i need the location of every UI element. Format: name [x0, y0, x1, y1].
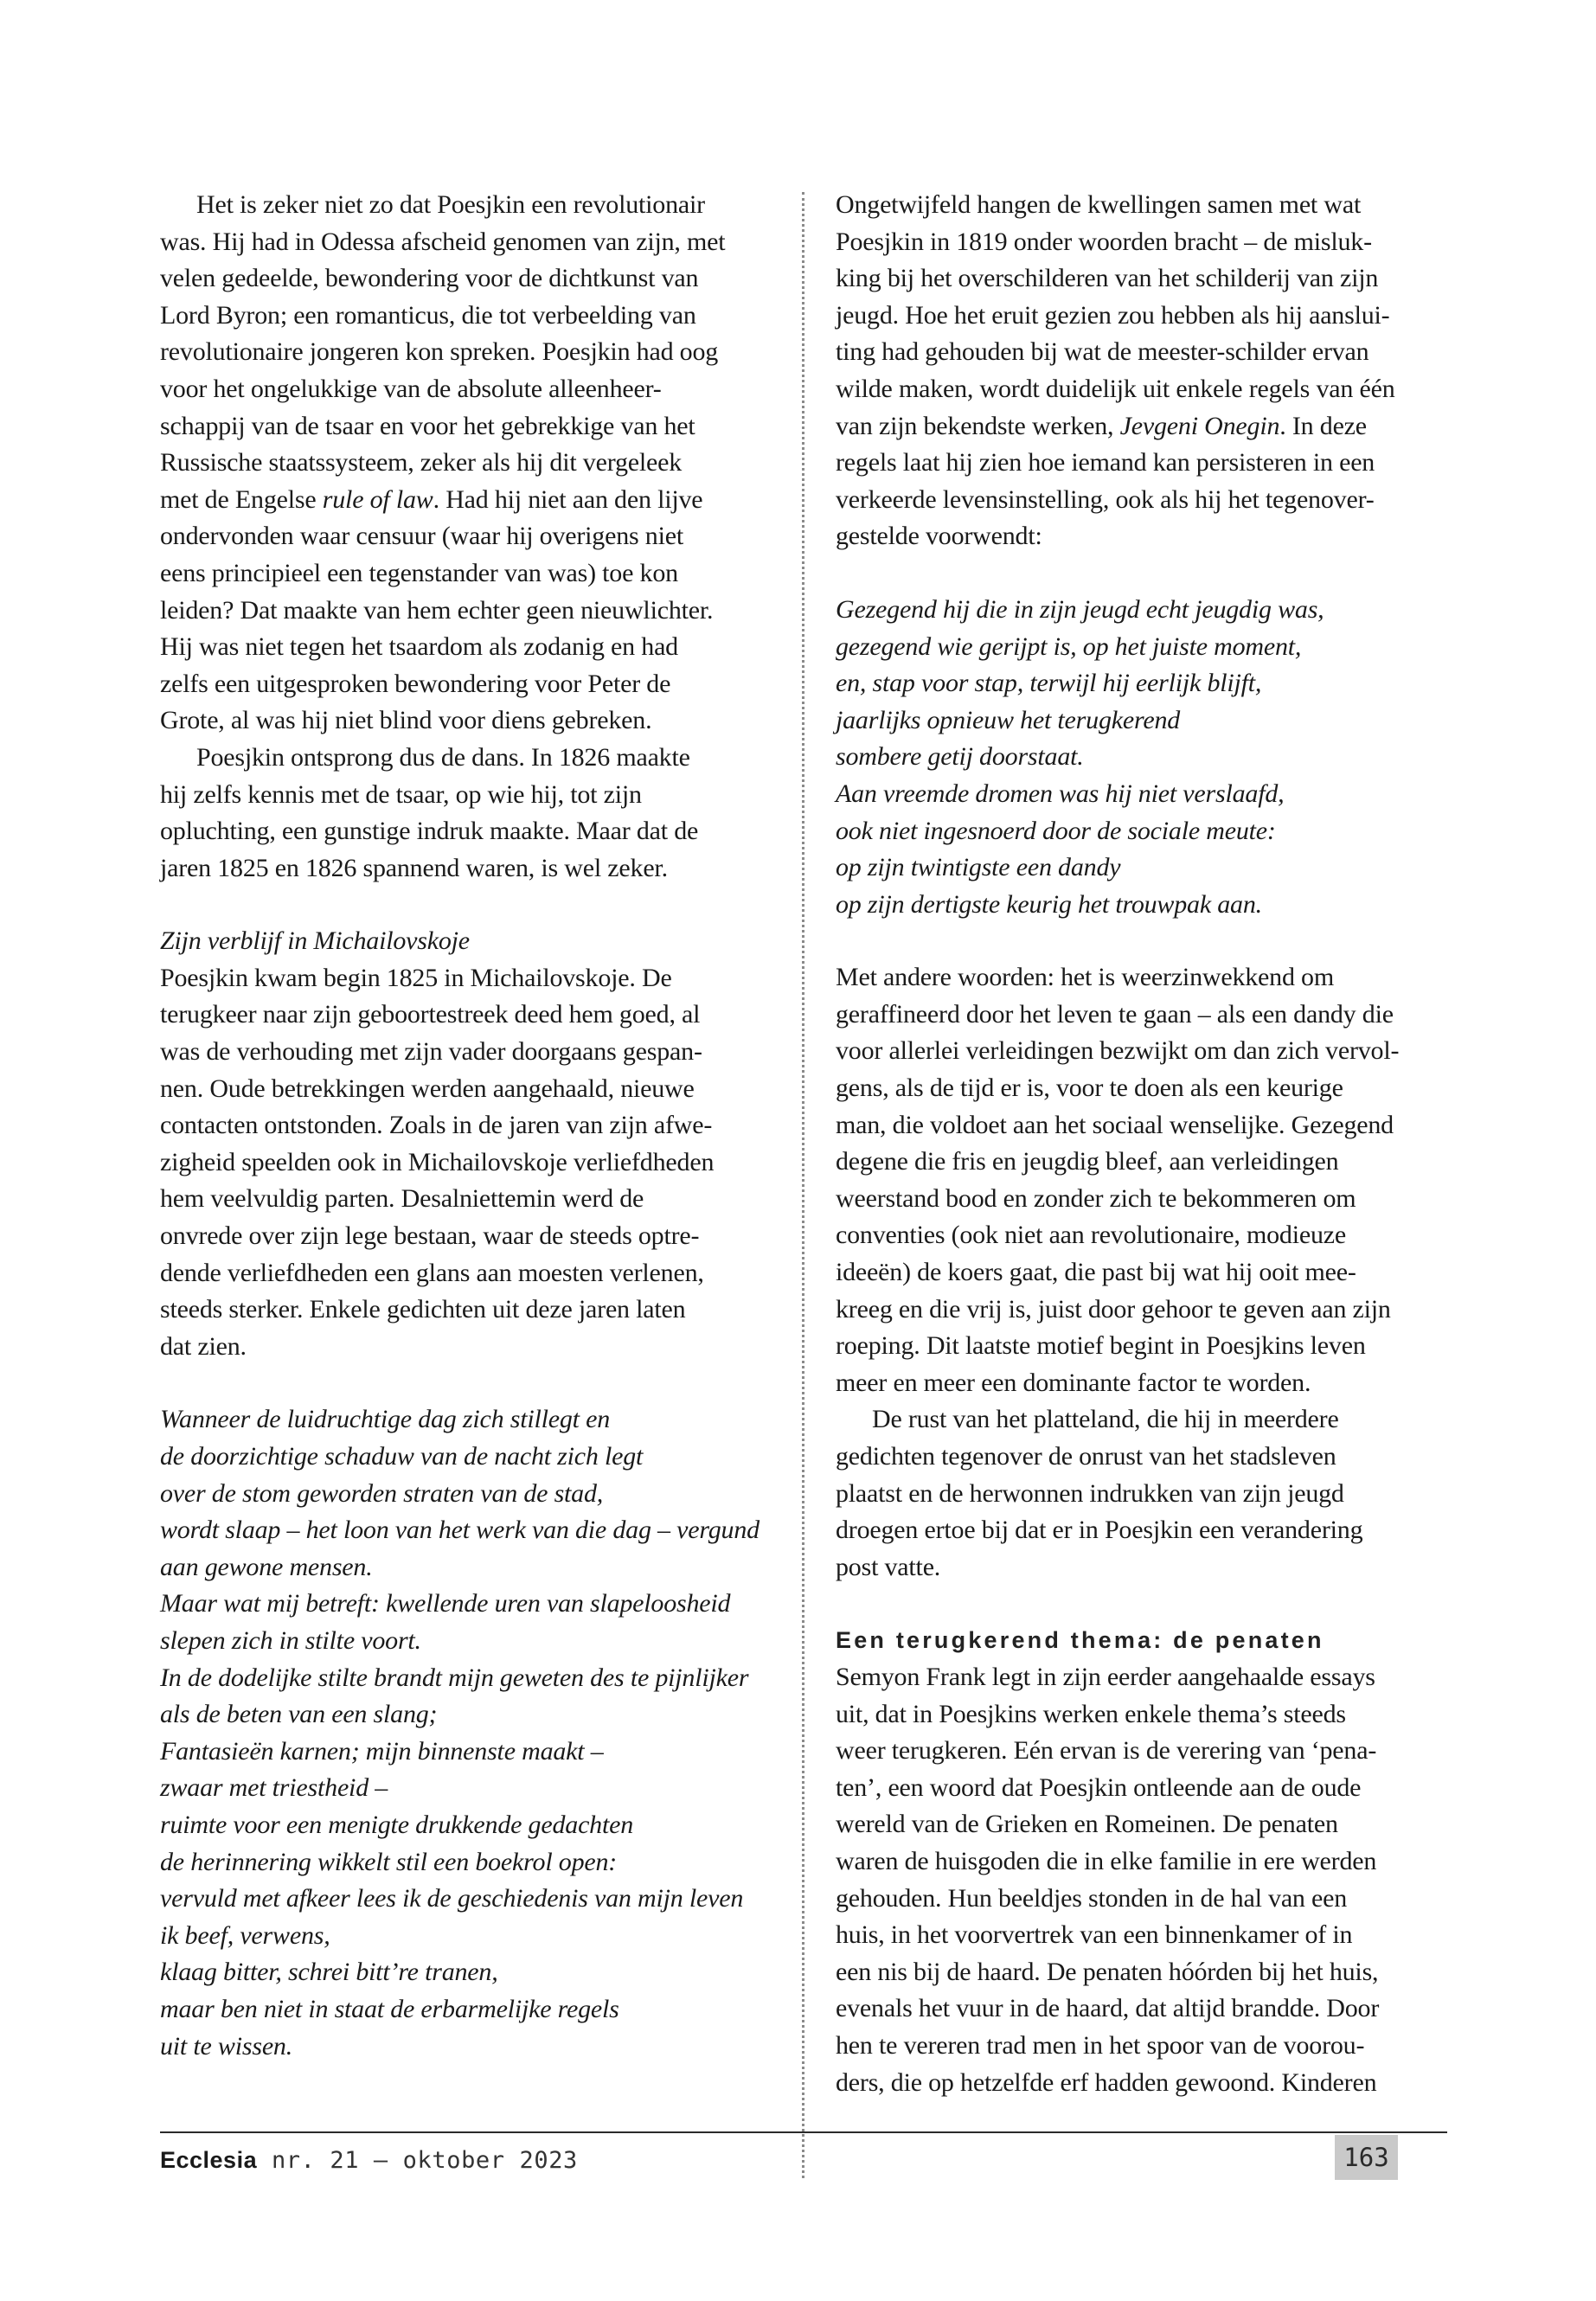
- text-line: Ongetwijfeld hangen de kwellingen samen met wat: [836, 190, 1362, 219]
- text-line: hem veelvuldig parten. Desalniettemin werd de: [160, 1184, 644, 1214]
- text-line: conventies (ook niet aan revolutionaire, modieuze: [836, 1221, 1346, 1250]
- left-paragraph-3: [160, 960, 770, 1366]
- right-paragraph-1: [836, 187, 1445, 555]
- text-line: Lord Byron; een romanticus, die tot verbeelding van: [160, 300, 696, 330]
- text-line: uit, dat in Poesjkins werken enkele thema’s steeds: [836, 1699, 1346, 1728]
- text-line: Het is zeker niet zo dat Poesjkin een revolutionair: [196, 190, 705, 219]
- poem-line: maar ben niet in staat de erbarmelijke regels: [160, 1994, 619, 2023]
- text-line: wilde maken, wordt duidelijk uit enkele regels van één: [836, 374, 1395, 403]
- spacer: [836, 1586, 1445, 1622]
- text-line: dende verliefdheden een glans aan moesten verlenen,: [160, 1258, 704, 1287]
- poem-line: op zijn twintigste een dandy: [836, 853, 1121, 882]
- poem-line: Gezegend hij die in zijn jeugd echt jeugdig was,: [836, 594, 1324, 624]
- text-line: huis, in het voorvertrek van een binnenkamer of in: [836, 1920, 1353, 1950]
- text-line: wereld van de Grieken en Romeinen. De penaten: [836, 1810, 1338, 1839]
- section-heading: Zijn verblijf in Michailovskoje: [160, 926, 470, 956]
- poem-line: vervuld met afkeer lees ik de geschiedenis van mijn leven: [160, 1884, 744, 1913]
- text-line: Met andere woorden: het is weerzinwekkend om: [836, 963, 1334, 992]
- text-line: contacten ontstonden. Zoals in de jaren van zijn afwe-: [160, 1111, 713, 1140]
- poem-line: gezegend wie gerijpt is, op het juiste moment,: [836, 631, 1302, 661]
- text-line: gestelde voorwendt:: [836, 522, 1042, 551]
- text-line: ders, die op hetzelfde erf hadden gewoond. Kinderen: [836, 2067, 1377, 2097]
- italic-term: rule of law: [322, 484, 433, 514]
- text-line: velen gedeelde, bewondering voor de dichtkunst van: [160, 264, 699, 293]
- text-line-with-italic: [836, 408, 1445, 445]
- text-line: Poesjkin ontsprong dus de dans. In 1826 maakte: [196, 742, 690, 772]
- text-line: dat zien.: [160, 1331, 247, 1361]
- text-line: meer en meer een dominante factor te worden.: [836, 1368, 1311, 1397]
- text-line: ondervonden waar censuur (waar hij overigens niet: [160, 522, 683, 551]
- text-segment: van zijn bekendste werken,: [836, 411, 1120, 440]
- text-line: leiden? Dat maakte van hem echter geen nieuwlichter.: [160, 595, 714, 625]
- text-line: waren de huisgoden die in elke familie in ere werden: [836, 1846, 1377, 1875]
- text-line: gens, als de tijd er is, voor te doen als een keurige: [836, 1074, 1343, 1103]
- right-paragraph-2: [836, 959, 1445, 1401]
- left-paragraph-2: [160, 740, 770, 887]
- poem-line: ook niet ingesnoerd door de sociale meute:: [836, 816, 1276, 845]
- text-line: zigheid speelden ook in Michailovskoje verliefdheden: [160, 1147, 715, 1176]
- text-line: weer terugkeren. Eén ervan is de verering van ‘pena-: [836, 1736, 1377, 1766]
- poem-line: klaag bitter, schrei bitt’re tranen,: [160, 1958, 498, 1987]
- text-line: ting had gehouden bij wat de meester-schilder ervan: [836, 337, 1369, 367]
- text-line: was de verhouding met zijn vader doorgaans gespan-: [160, 1037, 702, 1067]
- text-line: schappij van de tsaar en voor het gebrekkige van het: [160, 411, 695, 440]
- spacer: [160, 887, 770, 923]
- text-line: man, die voldoet aan het sociaal wenselijke. Gezegend: [836, 1110, 1394, 1139]
- text-line: voor allerlei verleidingen bezwijkt om dan zich vervol-: [836, 1036, 1400, 1066]
- poem-line: Fantasieën karnen; mijn binnenste maakt –: [160, 1736, 604, 1766]
- poem-line: uit te wissen.: [160, 2031, 293, 2061]
- text-line: Poesjkin in 1819 onder woorden bracht – de misluk-: [836, 227, 1372, 256]
- poem-line: de doorzichtige schaduw van de nacht zich legt: [160, 1442, 644, 1471]
- text-line: ideeën) de koers gaat, die past bij wat hij ooit mee-: [836, 1258, 1356, 1287]
- poem-line: slepen zich in stilte voort.: [160, 1625, 421, 1655]
- poem-line: de herinnering wikkelt stil een boekrol open:: [160, 1847, 618, 1876]
- text-line: ten’, een woord dat Poesjkin ontleende aan de oude: [836, 1772, 1362, 1802]
- text-line: gedichten tegenover de onrust van het stadsleven: [836, 1442, 1336, 1471]
- text-line: degene die fris en jeugdig bleef, aan verleidingen: [836, 1147, 1339, 1176]
- text-line: De rust van het platteland, die hij in meerdere: [872, 1405, 1339, 1434]
- page-number: 163: [1335, 2135, 1398, 2180]
- text-line: geraffineerd door het leven te gaan – als een dandy die: [836, 999, 1394, 1029]
- text-line-with-italic: [160, 482, 770, 519]
- poem-line: over de stom geworden straten van de stad,: [160, 1478, 604, 1508]
- text-line: was. Hij had in Odessa afscheid genomen van zijn, met: [160, 227, 726, 256]
- poem-line: ruimte voor een menigte drukkende gedachten: [160, 1810, 634, 1839]
- column-divider: [802, 192, 804, 2178]
- poem-line: In de dodelijke stilte brandt mijn geweten des te pijnlijker: [160, 1663, 749, 1692]
- poem-line: jaarlijks opnieuw het terugkerend: [836, 705, 1181, 734]
- footer-issue-info: [160, 2143, 578, 2178]
- text-line: terugkeer naar zijn geboortestreek deed hem goed, al: [160, 1000, 701, 1029]
- text-segment: . Had hij niet aan den lijve: [433, 484, 703, 514]
- right-poem: [836, 592, 1445, 923]
- text-line: voor het ongelukkige van de absolute alleenheer-: [160, 374, 662, 403]
- text-line: roeping. Dit laatste motief begint in Poesjkins leven: [836, 1331, 1366, 1361]
- text-line: kreeg en die vrij is, juist door gehoor te geven aan zijn: [836, 1294, 1391, 1324]
- text-line: weerstand bood en zonder zich te bekommeren om: [836, 1183, 1356, 1213]
- right-paragraph-3: [836, 1401, 1445, 1586]
- text-segment: . In deze: [1279, 411, 1367, 440]
- text-segment: met de Engelse: [160, 484, 323, 514]
- poem-line: aan gewone mensen.: [160, 1552, 373, 1581]
- text-line: Grote, al was hij niet blind voor diens gebreken.: [160, 706, 652, 735]
- text-line: steeds sterker. Enkele gedichten uit deze jaren laten: [160, 1295, 686, 1324]
- text-line: Semyon Frank legt in zijn eerder aangehaalde essays: [836, 1662, 1375, 1691]
- text-line: jaren 1825 en 1826 spannend waren, is wel zeker.: [160, 853, 668, 882]
- text-line: een nis bij de haard. De penaten hóórden bij het huis,: [836, 1957, 1379, 1986]
- text-line: evenals het vuur in de haard, dat altijd brandde. Door: [836, 1994, 1380, 2023]
- text-line: onvrede over zijn lege bestaan, waar de steeds optre-: [160, 1221, 700, 1251]
- text-line: hij zelfs kennis met de tsaar, op wie hij, tot zijn: [160, 779, 642, 809]
- text-line: revolutionaire jongeren kon spreken. Poesjkin had oog: [160, 337, 719, 367]
- poem-line: als de beten van een slang;: [160, 1700, 438, 1729]
- text-line: plaatst en de herwonnen indrukken van zijn jeugd: [836, 1478, 1344, 1508]
- text-line: nen. Oude betrekkingen werden aangehaald, nieuwe: [160, 1074, 695, 1103]
- left-paragraph-1: [160, 187, 770, 740]
- text-line: hen te vereren trad men in het spoor van de voorou-: [836, 2030, 1365, 2060]
- poem-line: Wanneer de luidruchtige dag zich stillegt en: [160, 1405, 611, 1434]
- footer-rule: [160, 2131, 1447, 2133]
- poem-line: wordt slaap – het loon van het werk van die dag – vergund: [160, 1516, 760, 1545]
- italic-title: Jevgeni Onegin: [1119, 411, 1280, 440]
- text-line: king bij het overschilderen van het schilderij van zijn: [836, 264, 1379, 293]
- poem-line: sombere getij doorstaat.: [836, 742, 1084, 772]
- right-paragraph-4: [836, 1659, 1445, 2101]
- text-line: gehouden. Hun beeldjes stonden in de hal van een: [836, 1883, 1348, 1913]
- text-line: zelfs een uitgesproken bewondering voor Peter de: [160, 669, 671, 698]
- poem-line: ik beef, verwens,: [160, 1920, 330, 1950]
- text-line: Russische staatssysteem, zeker als hij dit vergeleek: [160, 448, 683, 478]
- left-column: [160, 187, 770, 2065]
- issue-label: nr. 21 – oktober 2023: [257, 2147, 578, 2174]
- poem-line: op zijn dertigste keurig het trouwpak aan.: [836, 889, 1262, 919]
- text-line: post vatte.: [836, 1552, 941, 1581]
- section-heading: Een terugkerend thema: de penaten: [836, 1627, 1324, 1654]
- text-line: Hij was niet tegen het tsaardom als zodanig en had: [160, 632, 678, 662]
- text-line: jeugd. Hoe het eruit gezien zou hebben als hij aanslui-: [836, 300, 1390, 330]
- text-line: eens principieel een tegenstander van was) toe kon: [160, 558, 678, 587]
- poem-line: zwaar met triestheid –: [160, 1773, 388, 1803]
- text-line: verkeerde levensinstelling, ook als hij het tegenover-: [836, 484, 1375, 514]
- text-line: droegen ertoe bij dat er in Poesjkin een verandering: [836, 1516, 1363, 1545]
- spacer: [836, 555, 1445, 592]
- journal-name: Ecclesia: [160, 2147, 258, 2173]
- spacer: [836, 923, 1445, 959]
- poem-line: Maar wat mij betreft: kwellende uren van slapeloosheid: [160, 1589, 731, 1618]
- spacer: [160, 1365, 770, 1401]
- poem-line: Aan vreemde dromen was hij niet verslaafd,: [836, 779, 1285, 808]
- poem-line: en, stap voor stap, terwijl hij eerlijk blijft,: [836, 669, 1262, 698]
- left-poem: [160, 1401, 770, 2065]
- text-line: opluchting, een gunstige indruk maakte. Maar dat de: [160, 817, 699, 846]
- text-line: Poesjkin kwam begin 1825 in Michailovskoje. De: [160, 963, 672, 992]
- right-column: [836, 187, 1445, 2101]
- text-line: regels laat hij zien hoe iemand kan persisteren in een: [836, 448, 1375, 478]
